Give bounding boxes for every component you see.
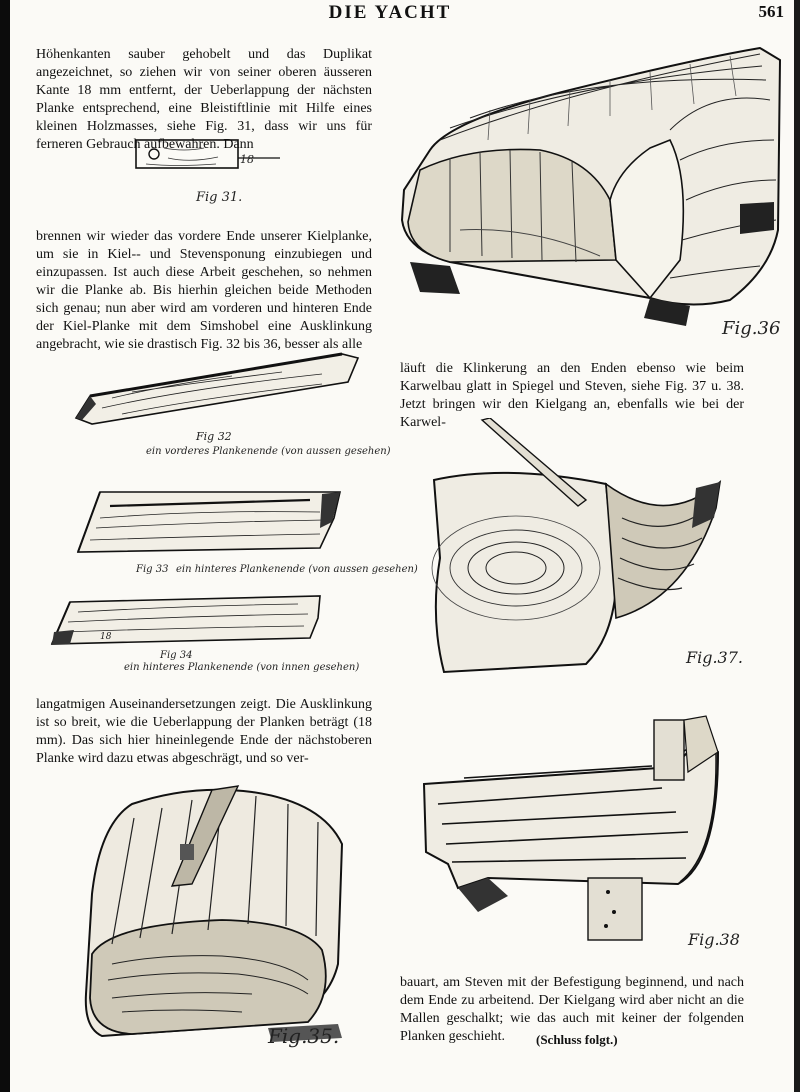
figure-37	[426, 418, 726, 674]
scan-right-edge	[794, 0, 800, 1092]
fig38-caption: Fig.38	[688, 930, 740, 949]
paragraph-2: brennen wir wieder das vordere Ende unserer Kielplanke, um sie in Kiel-- und Stevensponung einzubiegen und einzupassen. Ist auch diese Arbeit geschehen, so nehmen wir die Planke ab. Bis hierhin gleichen beide Methoden sich genau; nun aber wird am vorderen und hinteren Ende der Kiel-Planke mit dem Simshobel eine Ausklinkung angebracht, wie sie drastisch Fig. 32 bis 36, besser als alle	[36, 229, 372, 352]
fig31-caption: Fig 31.	[196, 190, 243, 205]
fig31-dimension-label: 18	[240, 153, 254, 166]
fig37-caption: Fig.37.	[686, 648, 743, 667]
scan-left-edge	[0, 0, 10, 1092]
fig32-note: ein vorderes Plankenende (von aussen gesehen)	[146, 446, 391, 457]
page-header-title: DIE YACHT	[328, 2, 452, 23]
fig32-caption: Fig 32	[196, 430, 232, 443]
paragraph-5: bauart, am Steven mit der Befestigung beginnend, und nach dem Ende zu arbeitend. Der Kielgang wird aber nicht an die Mallen geschalkt; wie das auch mit keiner der folgenden Planken geschieht.	[400, 975, 744, 1044]
figure-34	[48, 594, 326, 648]
fig33-caption: Fig 33	[136, 564, 169, 575]
fig34-caption: Fig 34	[160, 650, 193, 661]
closing-note: (Schluss folgt.)	[536, 1032, 618, 1047]
paragraph-4: läuft die Klinkerung an den Enden ebenso wie beim Karwelbau glatt in Spiegel und Steven, siehe Fig. 37 u. 38. Jetzt bringen wir den Kielgang an, ebenfalls wie bei der Karwel-	[400, 361, 744, 430]
figure-38	[418, 712, 730, 952]
figure-31	[134, 138, 284, 178]
page-number: 561	[758, 2, 784, 21]
figure-36	[390, 30, 790, 330]
paragraph-3: langatmigen Auseinandersetzungen zeigt. Die Ausklinkung ist so breit, wie die Ueberlappung der Planken beträgt (18 mm). Das sich hier hineinlegende Ende der nächstoberen Planke wird dazu etwas abgeschrägt, und so ver-	[36, 697, 372, 766]
fig34-dimension-label: 18	[100, 632, 112, 642]
figure-32	[72, 348, 364, 430]
paragraph-1: Höhenkanten sauber gehobelt und das Duplikat angezeichnet, so ziehen wir von seiner oberen äusseren Kante 18 mm entfernt, der Ueberlappung der nächsten Planke entsprechend, eine Bleistiftlinie mit Hilfe eines kleinen Holzmasses, siehe Fig. 31, dass wir uns für ferneren Gebrauch aufbewahren. Dann	[36, 47, 372, 152]
figure-33	[70, 488, 350, 560]
fig33-note: ein hinteres Plankenende (von aussen gesehen)	[176, 564, 418, 575]
fig34-note: ein hinteres Plankenende (von innen gesehen)	[124, 662, 360, 673]
fig35-caption: Fig.35.	[268, 1024, 340, 1048]
fig36-caption: Fig.36	[722, 318, 781, 339]
